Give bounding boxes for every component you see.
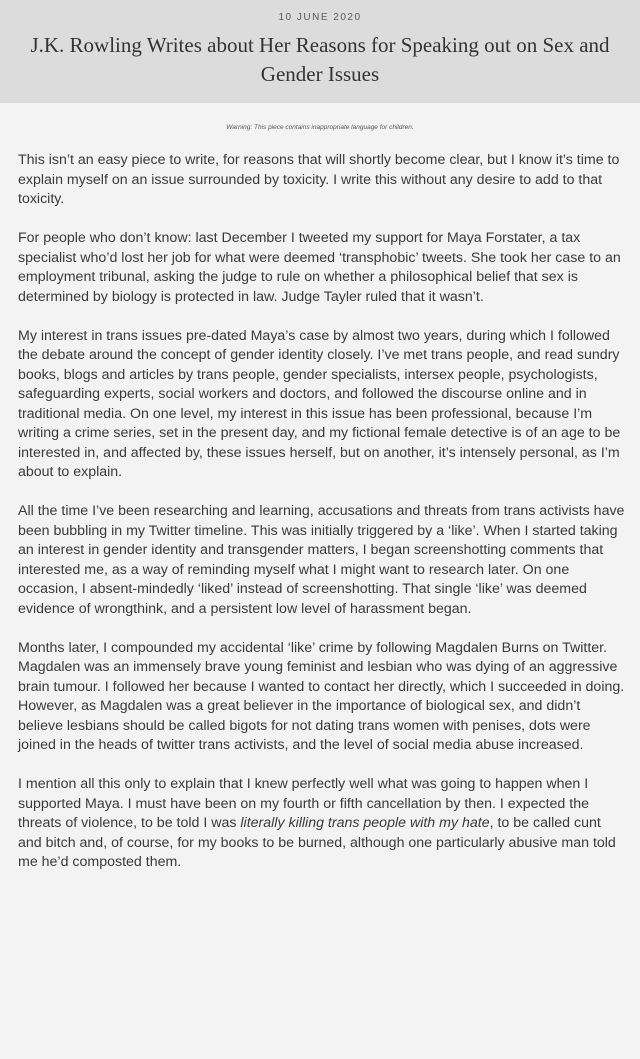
article-header <box>0 0 640 103</box>
article-title: J.K. Rowling Writes about Her Reasons for Speaking out on Sex and Gender Issues <box>30 33 610 86</box>
content-warning: Warning: This piece contains inappropriate language for children. <box>226 124 414 131</box>
paragraph-4: All the time I’ve been researching and learning, accusations and threats from trans activists have been bubbling in my Twitter timeline. This was initially triggered by a ‘like’. When I started taking an interest in gender identity and transgender matters, I began screenshotting comments that interested me, as a way of reminding myself what I might want to research later. On one occasion, I absent-mindedly ‘liked’ instead of screenshotting. That single ‘like’ was deemed evidence of wrongthink, and a persistent low level of harassment began. <box>18 503 625 617</box>
paragraph-6-text-before: I mention all this only to explain that I knew perfectly well what was going to happen when I supported Maya. I must have been on my fourth or fifth cancellation by then. I expected the threats of violence, to be told I was <box>18 776 589 831</box>
paragraph-3: My interest in trans issues pre-dated Maya’s case by almost two years, during which I followed the debate around the concept of gender identity closely. I’ve met trans people, and read sundry books, blogs and articles by trans people, gender specialists, intersex people, psychologists, safeguarding experts, social workers and doctors, and followed the discourse online and in traditional media. On one level, my interest in this issue has been professional, because I’m writing a crime series, set in the present day, and my fictional female detective is of an age to be interested in, and affected by, these issues herself, but on another, it’s intensely personal, as I’m about to explain. <box>18 327 621 480</box>
paragraph-6 <box>18 775 628 873</box>
article-date: 10 JUNE 2020 <box>278 12 362 23</box>
paragraph-6-text-after: , to be called cunt and bitch and, of course, for my books to be burned, although one particularly abusive man told me he’d composted them. <box>18 815 616 870</box>
paragraph-5: Months later, I compounded my accidental ‘like’ crime by following Magdalen Burns on Twitter. Magdalen was an immensely brave young feminist and lesbian who was dying of an aggressive brain tumour. I followed her because I wanted to contact her directly, which I succeeded in doing. However, as Magdalen was a great believer in the importance of biological sex, and didn’t believe lesbians should be called bigots for not dating trans women with penises, dots were joined in the heads of twitter trans activists, and the level of social media abuse increased. <box>18 639 625 753</box>
paragraph-2: For people who don’t know: last December I tweeted my support for Maya Forstater, a tax specialist who’d lost her job for what were deemed ‘transphobic’ tweets. She took her case to an employment tribunal, asking the judge to rule on whether a philosophical belief that sex is determined by biology is protected in law. Judge Tayler ruled that it wasn’t. <box>18 230 621 305</box>
paragraph-1: This isn’t an easy piece to write, for reasons that will shortly become clear, but I know it’s time to explain myself on an issue surrounded by toxicity. I write this without any desire to add to that toxicity. <box>18 152 620 207</box>
paragraph-6-emphasis: literally killing trans people with my hate <box>240 815 490 831</box>
article-body <box>0 151 640 873</box>
